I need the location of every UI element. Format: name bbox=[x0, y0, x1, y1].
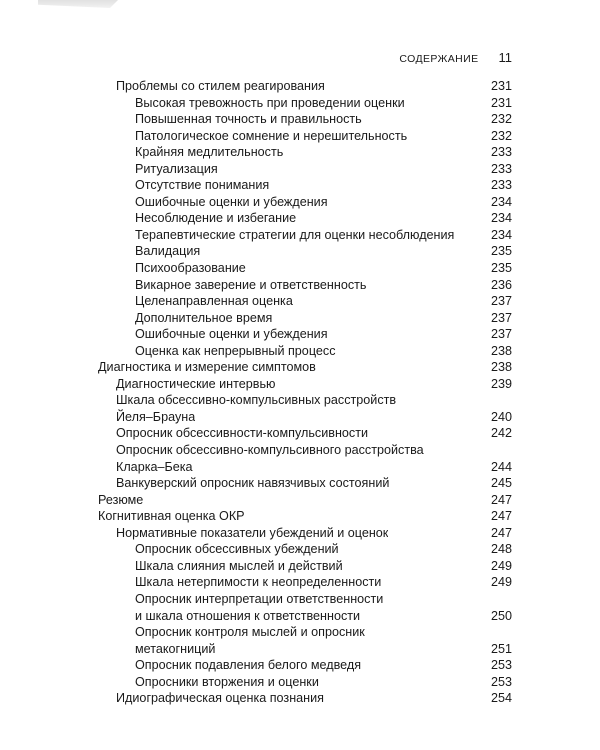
toc-entry bbox=[98, 359, 512, 376]
toc-entry bbox=[98, 591, 512, 608]
toc-entry-page: 235 bbox=[490, 261, 512, 276]
toc-entry-title: Валидация bbox=[135, 244, 201, 259]
toc-entry-page: 250 bbox=[490, 608, 512, 623]
toc-entry-title: Кларка–Бека bbox=[116, 459, 193, 474]
toc-entry-page: 244 bbox=[490, 459, 512, 474]
toc-entry-title: Диагностика и измерение симптомов bbox=[98, 360, 316, 375]
toc-entry bbox=[98, 293, 512, 310]
toc-entry-page: 254 bbox=[490, 691, 512, 706]
toc-entry bbox=[98, 343, 512, 360]
toc-entry bbox=[98, 144, 512, 161]
toc-entry bbox=[98, 177, 512, 194]
toc-entry-title: Опросник обсессивно-компульсивного расстройства bbox=[116, 443, 424, 458]
toc-entry-page: 232 bbox=[490, 128, 512, 143]
toc-entry-page: 238 bbox=[490, 343, 512, 358]
running-header-title: СОДЕРЖАНИЕ bbox=[399, 53, 479, 65]
toc-entry-page: 237 bbox=[490, 327, 512, 342]
toc-entry bbox=[98, 376, 512, 393]
toc-entry-title: Крайняя медлительность bbox=[135, 145, 284, 160]
toc-entry-title: Опросник обсессивных убеждений bbox=[135, 542, 339, 557]
toc-entry-title: Резюме bbox=[98, 492, 144, 507]
toc-entry-page: 247 bbox=[490, 509, 512, 524]
toc-entry bbox=[98, 608, 512, 625]
toc-entry-page: 236 bbox=[490, 277, 512, 292]
toc-entry bbox=[98, 459, 512, 476]
toc-entry-title: Отсутствие понимания bbox=[135, 178, 270, 193]
toc-entry bbox=[98, 243, 512, 260]
toc-entry bbox=[98, 78, 512, 95]
toc-entry-title: Повышенная точность и правильность bbox=[135, 112, 362, 127]
toc-entry bbox=[98, 492, 512, 509]
toc-entry-page: 233 bbox=[490, 161, 512, 176]
toc-entry bbox=[98, 508, 512, 525]
toc-entry-title: и шкала отношения к ответственности bbox=[135, 608, 361, 623]
toc-entry-page: 237 bbox=[490, 310, 512, 325]
toc-entry bbox=[98, 210, 512, 227]
toc-entry bbox=[98, 475, 512, 492]
toc-entry-title: Ошибочные оценки и убеждения bbox=[135, 194, 328, 209]
toc-entry bbox=[98, 95, 512, 112]
toc-entry-page: 233 bbox=[490, 178, 512, 193]
toc-entry bbox=[98, 194, 512, 211]
toc-entry-page: 247 bbox=[490, 492, 512, 507]
toc-entry-page: 239 bbox=[490, 376, 512, 391]
toc-entry-title: Целенаправленная оценка bbox=[135, 294, 293, 309]
running-header bbox=[399, 50, 512, 65]
toc-entry bbox=[98, 674, 512, 691]
toc-entry-title: Высокая тревожность при проведении оценки bbox=[135, 95, 405, 110]
table-of-contents bbox=[98, 78, 512, 707]
toc-entry-title: Дополнительное время bbox=[135, 310, 273, 325]
toc-entry bbox=[98, 574, 512, 591]
toc-entry-title: Опросник обсессивности-компульсивности bbox=[116, 426, 369, 441]
toc-entry-title: Идиографическая оценка познания bbox=[116, 691, 324, 706]
toc-entry bbox=[98, 525, 512, 542]
toc-entry bbox=[98, 310, 512, 327]
toc-entry bbox=[98, 227, 512, 244]
toc-entry-page: 251 bbox=[490, 641, 512, 656]
toc-entry-page: 242 bbox=[490, 426, 512, 441]
toc-entry-title: Йеля–Брауна bbox=[116, 409, 196, 424]
toc-entry-page: 233 bbox=[490, 145, 512, 160]
toc-entry-page: 237 bbox=[490, 294, 512, 309]
toc-entry bbox=[98, 690, 512, 707]
toc-entry bbox=[98, 425, 512, 442]
toc-entry-title: Терапевтические стратегии для оценки несоблюдения bbox=[135, 227, 455, 242]
toc-entry-title: Диагностические интервью bbox=[116, 376, 276, 391]
toc-entry bbox=[98, 624, 512, 641]
toc-entry-page: 238 bbox=[490, 360, 512, 375]
toc-entry-title: Викарное заверение и ответственность bbox=[135, 277, 367, 292]
toc-entry-title: Психообразование bbox=[135, 261, 246, 276]
toc-entry bbox=[98, 409, 512, 426]
toc-entry-page: 249 bbox=[490, 575, 512, 590]
toc-entry-page: 248 bbox=[490, 542, 512, 557]
toc-entry bbox=[98, 558, 512, 575]
toc-entry-title: Ошибочные оценки и убеждения bbox=[135, 327, 328, 342]
toc-entry-page: 232 bbox=[490, 112, 512, 127]
page-corner-mark bbox=[38, 0, 118, 8]
toc-entry-page: 245 bbox=[490, 476, 512, 491]
toc-entry-title: Опросник интерпретации ответственности bbox=[135, 591, 384, 606]
toc-entry-page: 253 bbox=[490, 674, 512, 689]
toc-entry bbox=[98, 326, 512, 343]
toc-entry-title: Опросник контроля мыслей и опросник bbox=[135, 625, 365, 640]
toc-entry-title: метакогниций bbox=[135, 641, 216, 656]
toc-entry-page: 234 bbox=[490, 194, 512, 209]
page-number: 11 bbox=[498, 50, 512, 65]
toc-entry-title: Нормативные показатели убеждений и оценок bbox=[116, 525, 389, 540]
toc-entry bbox=[98, 260, 512, 277]
toc-entry bbox=[98, 392, 512, 409]
toc-entry-title: Опросники вторжения и оценки bbox=[135, 674, 319, 689]
toc-entry-page: 231 bbox=[490, 95, 512, 110]
toc-entry-page: 234 bbox=[490, 227, 512, 242]
toc-entry-title: Патологическое сомнение и нерешительность bbox=[135, 128, 408, 143]
toc-entry-title: Оценка как непрерывный процесс bbox=[135, 343, 336, 358]
toc-entry-title: Опросник подавления белого медведя bbox=[135, 658, 362, 673]
toc-entry-title: Шкала нетерпимости к неопределенности bbox=[135, 575, 382, 590]
toc-entry-title: Когнитивная оценка ОКР bbox=[98, 509, 245, 524]
toc-entry-page: 235 bbox=[490, 244, 512, 259]
toc-entry-page: 231 bbox=[490, 79, 512, 93]
toc-entry-title: Несоблюдение и избегание bbox=[135, 211, 297, 226]
toc-entry bbox=[98, 442, 512, 459]
toc-entry bbox=[98, 111, 512, 128]
toc-entry bbox=[98, 128, 512, 145]
toc-entry-page: 247 bbox=[490, 525, 512, 540]
toc-entry bbox=[98, 541, 512, 558]
toc-entry-title: Ритуализация bbox=[135, 161, 218, 176]
toc-entry-page: 253 bbox=[490, 658, 512, 673]
toc-entry-page: 240 bbox=[490, 409, 512, 424]
toc-entry bbox=[98, 657, 512, 674]
toc-entry-page: 234 bbox=[490, 211, 512, 226]
toc-entry-title: Проблемы со стилем реагирования bbox=[116, 79, 325, 93]
toc-entry bbox=[98, 277, 512, 294]
toc-entry-title: Шкала обсессивно-компульсивных расстройств bbox=[116, 393, 397, 408]
toc-entry bbox=[98, 641, 512, 658]
toc-entry-title: Ванкуверский опросник навязчивых состояний bbox=[116, 476, 390, 491]
toc-entry-title: Шкала слияния мыслей и действий bbox=[135, 558, 343, 573]
toc-entry-page: 249 bbox=[490, 558, 512, 573]
toc-entry bbox=[98, 161, 512, 178]
